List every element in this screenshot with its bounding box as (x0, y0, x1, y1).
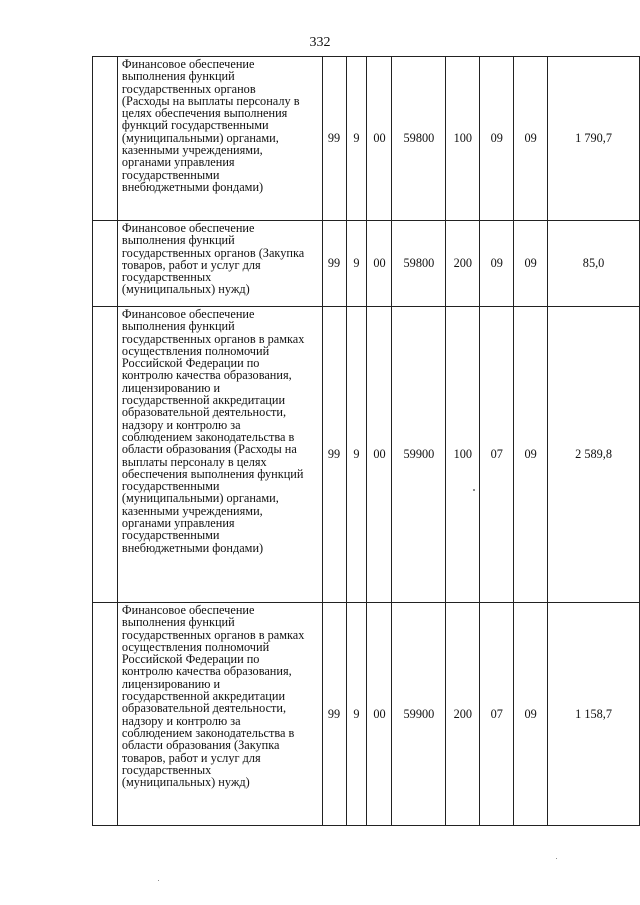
expense-type-cell: 200 (446, 603, 480, 826)
subprogram-cell: 9 (346, 57, 367, 221)
section-cell: 07 (480, 307, 514, 603)
table-row (93, 603, 640, 826)
subprogram-cell: 9 (346, 603, 367, 826)
subprogram-cell: 9 (346, 307, 367, 603)
program-cell: 99 (322, 307, 346, 603)
description-cell: Финансовое обеспечение выполнения функций государственных органов в рамках осуществления полномочий Российской Федерации по контролю качества образования, лицензированию и государственной аккредитации образовательной деятельности, надзору и контролю за соблюдением законодательства в области образования (Расходы на выплаты персоналу в целях обеспечения выполнения функций государственными (муниципальными) органами, казенными учреждениями, органами управления государственными внебюджетными фондами) (117, 307, 322, 603)
amount-cell: 1 790,7 (548, 57, 640, 221)
expense-type-cell: 200 (446, 221, 480, 307)
expense-type-cell: 100 (446, 57, 480, 221)
group-cell: 00 (367, 307, 392, 603)
item-cell: 59900 (392, 307, 446, 603)
row-number-cell (93, 57, 118, 221)
description-cell: Финансовое обеспечение выполнения функций государственных органов (Закупка товаров, работ и услуг для государственных (муниципальных) нужд) (117, 221, 322, 307)
amount-cell: 85,0 (548, 221, 640, 307)
table-row (93, 307, 640, 603)
section-cell: 09 (480, 57, 514, 221)
scan-speck (556, 858, 557, 859)
section-cell: 09 (480, 221, 514, 307)
item-cell: 59800 (392, 221, 446, 307)
group-cell: 00 (367, 57, 392, 221)
scan-speck (158, 880, 159, 881)
program-cell: 99 (322, 57, 346, 221)
description-cell: Финансовое обеспечение выполнения функций государственных органов в рамках осуществления полномочий Российской Федерации по контролю качества образования, лицензированию и государственной аккредитации образовательной деятельности, надзору и контролю за соблюдением законодательства в области образования (Закупка товаров, работ и услуг для государственных (муниципальных) нужд) (117, 603, 322, 826)
page-number: 332 (309, 35, 331, 50)
expense-type-cell: 100 (446, 307, 480, 603)
subsection-cell: 09 (514, 603, 548, 826)
subsection-cell: 09 (514, 221, 548, 307)
subprogram-cell: 9 (346, 221, 367, 307)
budget-table (92, 56, 640, 826)
item-cell: 59800 (392, 57, 446, 221)
amount-cell: 2 589,8 (548, 307, 640, 603)
table-row (93, 57, 640, 221)
amount-cell: 1 158,7 (548, 603, 640, 826)
item-cell: 59900 (392, 603, 446, 826)
table-row (93, 221, 640, 307)
program-cell: 99 (322, 221, 346, 307)
row-number-cell (93, 221, 118, 307)
section-cell: 07 (480, 603, 514, 826)
row-number-cell (93, 603, 118, 826)
row-number-cell (93, 307, 118, 603)
subsection-cell: 09 (514, 307, 548, 603)
subsection-cell: 09 (514, 57, 548, 221)
scan-speck (473, 489, 475, 491)
group-cell: 00 (367, 603, 392, 826)
program-cell: 99 (322, 603, 346, 826)
description-cell: Финансовое обеспечение выполнения функций государственных органов (Расходы на выплаты персоналу в целях обеспечения выполнения функций государственными (муниципальными) органами, казенными учреждениями, органами управления государственными внебюджетными фондами) (117, 57, 322, 221)
group-cell: 00 (367, 221, 392, 307)
